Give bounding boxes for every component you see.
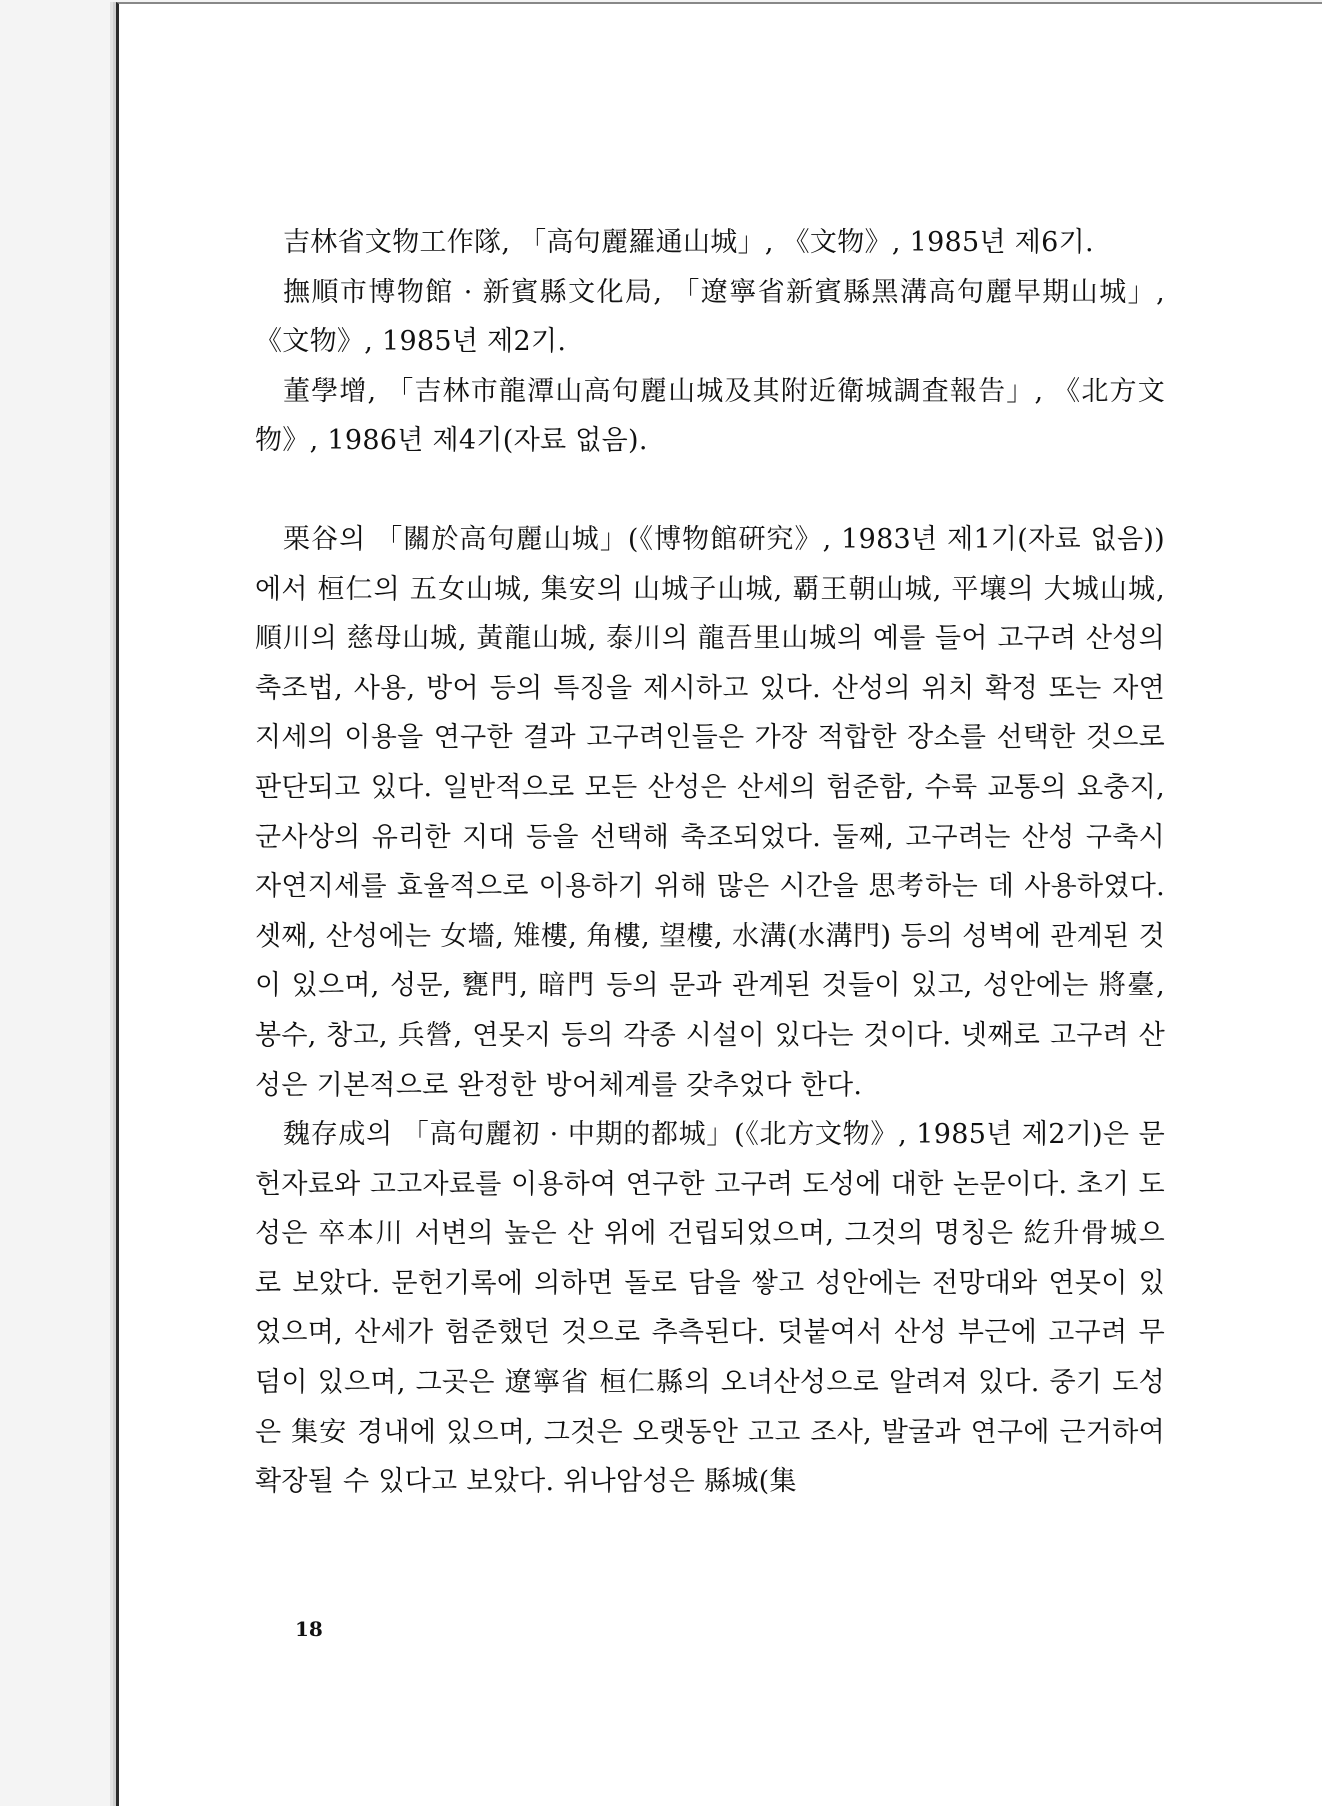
body-paragraph-2: 魏存成의 「高句麗初 · 中期的都城」(《北方文物》, 1985년 제2기)은 문헌자료와 고고자료를 이용하여 연구한 고구려 도성에 대한 논문이다. 초기 도성은 卒本川 서변의 높은 산 위에 건립되었으며, 그것의 명칭은 紇升骨城으로 보았다. 문헌기록에 의하면 돌로 담을 쌓고 성안에는 전망대와 연못이 있었으며, 산세가 험준했던 것으로 추측된다. 덧붙여서 산성 부근에 고구려 무덤이 있으며, 그곳은 遼寧省 桓仁縣의 오녀산성으로 알려져 있다. 중기 도성은 集安 경내에 있으며, 그것은 오랫동안 고고 조사, 발굴과 연구에 근거하여 확장될 수 있다고 보았다. 위나암성은 縣城(集 [255,1119,1165,1498]
page-edge [110,4,113,1802]
reference-2: 撫順市博物館 · 新賓縣文化局, 「遼寧省新賓縣黑溝高句麗早期山城」, 《文物》, 1985년 제2기. [255,276,1165,358]
page-number: 18 [295,1617,323,1641]
body-paragraph-1: 栗谷의 「關於高句麗山城」(《博物館硏究》, 1983년 제1기(자료 없음))에서 桓仁의 五女山城, 集安의 山城子山城, 覇王朝山城, 平壤의 大城山城, 順川의 慈母山城, 黃龍山城, 泰川의 龍吾里山城의 예를 들어 고구려 산성의 축조법, 사용, 방어 등의 특징을 제시하고 있다. 산성의 위치 확정 또는 자연지세의 이용을 연구한 결과 고구려인들은 가장 적합한 장소를 선택한 것으로 판단되고 있다. 일반적으로 모든 산성은 산세의 험준함, 수륙 교통의 요충지, 군사상의 유리한 지대 등을 선택해 축조되었다. 둘째, 고구려는 산성 구축시 자연지세를 효율적으로 이용하기 위해 많은 시간을 思考하는 데 사용하였다. 셋째, 산성에는 女墻, 雉樓, 角樓, 望樓, 水溝(水溝門) 등의 성벽에 관계된 것이 있으며, 성문, 甕門, 暗門 등의 문과 관계된 것들이 있고, 성안에는 將臺, 봉수, 창고, 兵營, 연못지 등의 각종 시설이 있다는 것이다. 넷째로 고구려 산성은 기본적으로 완정한 방어체계를 갖추었다 한다. [255,523,1165,1101]
reference-1: 吉林省文物工作隊, 「高句麗羅通山城」, 《文物》, 1985년 제6기. [283,227,1094,258]
page-text [255,218,1165,1507]
reference-3: 董學增, 「吉林市龍潭山高句麗山城及其附近衛城調査報告」, 《北方文物》, 1986년 제4기(자료 없음). [255,375,1165,457]
